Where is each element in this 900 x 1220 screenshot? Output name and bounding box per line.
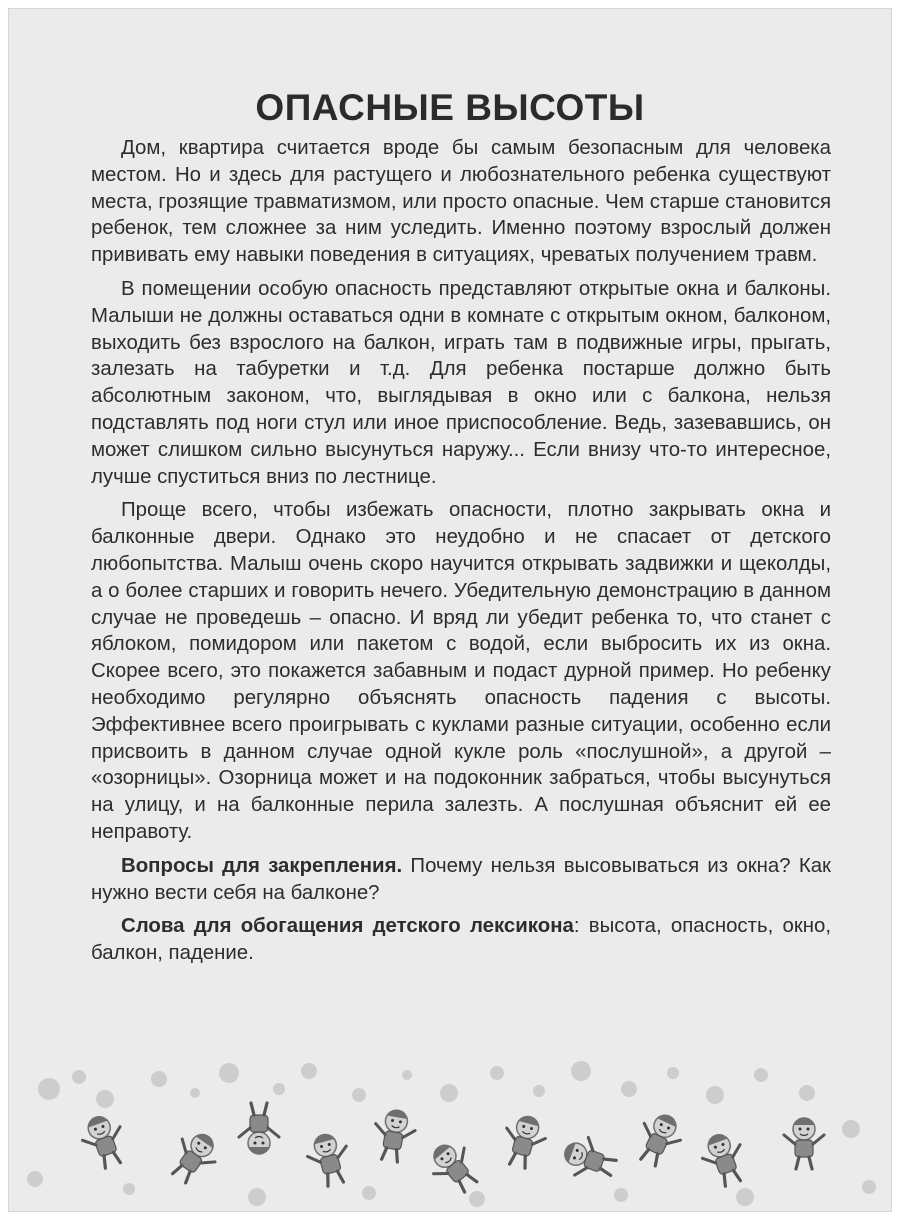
questions-paragraph — [91, 853, 831, 907]
paragraph-3: Проще всего, чтобы избежать опасности, плотно закрывать окна и балконные двери. Однако это неудобно и не спасает от детского любопытства. Малыш очень скоро научится открывать задвижки и щеколды, а о более старших и говорить нечего. Убедительную демонстрацию в данном случае не проведешь – опасно. И вряд ли убедит ребенка то, что станет с яблоком, помидором или пакетом с водой, если выбросить их из окна. Скорее всего, это покажется забавным и подаст дурной пример. Но ребенку необходимо регулярно объяснять опасность падения с высоты. Эффективнее всего проигрывать с куклами разные ситуации, особенно если присвоить в данном случае одной кукле роль «послушной», а другой – «озорницы». Озорница может и на подоконник забраться, чтобы высунуться на улицу, и на балконные перила залезть. А послушная объяснит ей ее неправоту. — [91, 499, 831, 843]
page-title: ОПАСНЫЕ ВЫСОТЫ — [255, 87, 645, 128]
questions-text: Почему нельзя высовываться из окна? Как нужно вести себя на балконе? — [91, 854, 831, 904]
vocabulary-paragraph — [91, 913, 831, 967]
children-border-illustration — [9, 1059, 892, 1212]
paragraph-2: В помещении особую опасность представляют открытые окна и балконы. Малыши не должны оставаться одни в комнате с открытым окном, балконом, выходить без взрослого на балкон, играть там в подвижные игры, прыгать, залезать на табуретки и т.д. Для ребенка постарше должно быть абсолютным законом, что, выглядывая в окно или с балкона, нельзя подставлять под ноги стул или иное приспособление. Ведь, зазевавшись, он может слишком сильно высунуться наружу... Если внизу что-то интересное, лучше спуститься вниз по лестнице. — [91, 277, 831, 488]
questions-label: Вопросы для закрепления. — [121, 854, 403, 877]
vocabulary-text: : высота, опасность, окно, балкон, падение. — [91, 915, 832, 965]
children-figures — [77, 1103, 824, 1200]
paragraph-1: Дом, квартира считается вроде бы самым безопасным для человека местом. Но и здесь для растущего и любознательного ребенка существуют места, грозящие травматизмом, или просто опасные. Чем старше становится ребенок, тем сложнее за ним уследить. Именно поэтому взрослый должен прививать ему навыки поведения в ситуациях, чреватых получением травм. — [91, 137, 831, 267]
article-body — [91, 135, 831, 974]
book-page — [8, 8, 892, 1212]
vocabulary-label: Слова для обогащения детского лексикона — [121, 915, 574, 938]
decorative-dots — [27, 1061, 876, 1207]
